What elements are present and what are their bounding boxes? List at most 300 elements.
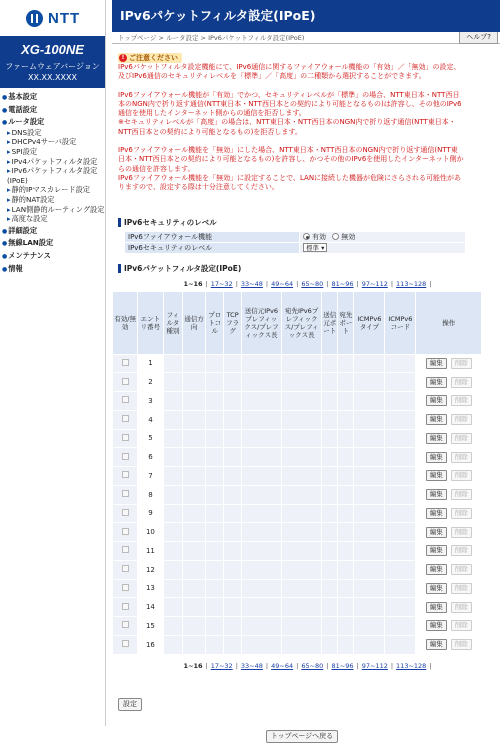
- enable-checkbox[interactable]: [122, 565, 129, 572]
- page-separator: |: [265, 279, 269, 288]
- page-separator: |: [205, 661, 208, 670]
- table-cell: [338, 598, 354, 617]
- table-cell: [163, 392, 183, 411]
- edit-button[interactable]: 編集: [426, 489, 447, 500]
- edit-button[interactable]: 編集: [426, 358, 447, 369]
- table-cell: [322, 392, 338, 411]
- nav-item[interactable]: ● 情報: [2, 264, 105, 275]
- breadcrumb[interactable]: トップページ > ルータ設定 > IPv6パケットフィルタ設定(IPoE): [118, 34, 305, 42]
- table-cell: [338, 617, 354, 636]
- table-cell: [338, 429, 354, 448]
- level-label: IPv6セキュリティのレベル: [125, 242, 300, 253]
- edit-button[interactable]: 編集: [426, 639, 447, 650]
- enable-cell: [113, 485, 138, 504]
- table-cell: [224, 523, 241, 542]
- table-cell: [385, 485, 416, 504]
- table-cell: [163, 485, 183, 504]
- table-cell: [206, 635, 224, 654]
- table-cell: [163, 429, 183, 448]
- table-cell: [338, 448, 354, 467]
- table-cell: [354, 579, 385, 598]
- enable-cell: [113, 373, 138, 392]
- table-cell: [241, 523, 281, 542]
- column-header: 有効/無効: [113, 291, 138, 354]
- table-cell: [206, 392, 224, 411]
- table-row: [113, 485, 482, 504]
- action-cell: [416, 504, 482, 523]
- table-cell: [206, 504, 224, 523]
- table-row: [113, 429, 482, 448]
- enable-cell: [113, 504, 138, 523]
- delete-button[interactable]: 削除: [451, 564, 472, 575]
- nav-item[interactable]: ● メンテナンス: [2, 251, 105, 262]
- table-cell: [183, 598, 206, 617]
- table-cell: [241, 635, 281, 654]
- nav-menu: [0, 88, 105, 274]
- edit-button[interactable]: 編集: [426, 452, 447, 463]
- column-header: 送信元IPv6プレフィックス/プレフィックス長: [241, 291, 281, 354]
- column-header: ICMPv6タイプ: [354, 291, 385, 354]
- edit-button[interactable]: 編集: [426, 602, 447, 613]
- table-cell: [338, 373, 354, 392]
- nav-item[interactable]: ● 電話設定: [2, 105, 105, 116]
- enable-checkbox[interactable]: [122, 603, 129, 610]
- delete-button[interactable]: 削除: [451, 414, 472, 425]
- page-link: 1~16: [183, 661, 203, 670]
- delete-button[interactable]: 削除: [451, 395, 472, 406]
- table-cell: [354, 354, 385, 373]
- page-separator: |: [296, 661, 299, 670]
- delete-button[interactable]: 削除: [451, 358, 472, 369]
- model-box: [0, 36, 105, 88]
- table-cell: [338, 579, 354, 598]
- table-cell: [354, 392, 385, 411]
- enable-checkbox[interactable]: [122, 490, 129, 497]
- enable-checkbox[interactable]: [122, 415, 129, 422]
- page-separator: |: [235, 661, 238, 670]
- table-cell: [338, 410, 354, 429]
- level-select[interactable]: [303, 243, 327, 252]
- caution-badge: [118, 53, 182, 63]
- help-button[interactable]: ヘルプ?: [459, 32, 498, 44]
- enable-cell: [113, 635, 138, 654]
- table-cell: [354, 429, 385, 448]
- entry-number: 7: [138, 467, 163, 486]
- table-cell: [385, 410, 416, 429]
- delete-button[interactable]: 削除: [451, 470, 472, 481]
- table-cell: [322, 373, 338, 392]
- table-cell: [163, 635, 183, 654]
- fw-off-radio[interactable]: [332, 233, 339, 240]
- table-cell: [385, 617, 416, 636]
- table-row: [113, 448, 482, 467]
- table-cell: [282, 467, 322, 486]
- table-cell: [282, 373, 322, 392]
- table-cell: [354, 560, 385, 579]
- table-cell: [224, 560, 241, 579]
- nav-item[interactable]: ▸ LAN側静的ルーティング設定: [2, 205, 105, 215]
- entry-number: 6: [138, 448, 163, 467]
- table-row: [113, 617, 482, 636]
- page-separator: |: [429, 661, 432, 670]
- action-cell: [416, 410, 482, 429]
- table-cell: [224, 410, 241, 429]
- table-cell: [385, 429, 416, 448]
- notice-line: らの通信を許容します。: [118, 164, 195, 173]
- entry-number: 4: [138, 410, 163, 429]
- edit-button[interactable]: 編集: [426, 620, 447, 631]
- table-cell: [224, 598, 241, 617]
- delete-button[interactable]: 削除: [451, 639, 472, 650]
- table-cell: [206, 429, 224, 448]
- table-cell: [206, 598, 224, 617]
- entry-number: 16: [138, 635, 163, 654]
- table-cell: [163, 542, 183, 561]
- nav-item[interactable]: ▸ 静的NAT設定: [2, 195, 105, 205]
- table-cell: [338, 635, 354, 654]
- enable-checkbox[interactable]: [122, 453, 129, 460]
- table-cell: [163, 467, 183, 486]
- table-cell: [385, 354, 416, 373]
- table-cell: [163, 617, 183, 636]
- enable-checkbox[interactable]: [122, 434, 129, 441]
- table-cell: [385, 392, 416, 411]
- enable-checkbox[interactable]: [122, 396, 129, 403]
- table-cell: [183, 448, 206, 467]
- page-link[interactable]: 17~32: [210, 279, 233, 288]
- edit-button[interactable]: 編集: [426, 508, 447, 519]
- table-cell: [354, 542, 385, 561]
- page-separator: |: [429, 279, 432, 288]
- page-link[interactable]: 65~80: [301, 661, 324, 670]
- table-cell: [282, 392, 322, 411]
- action-cell: [416, 579, 482, 598]
- delete-button[interactable]: 削除: [451, 377, 472, 388]
- page-separator: |: [390, 661, 394, 670]
- table-row: [113, 560, 482, 579]
- table-cell: [338, 354, 354, 373]
- action-cell: [416, 354, 482, 373]
- column-header: ICMPv6コード: [385, 291, 416, 354]
- table-row: [113, 373, 482, 392]
- action-cell: [416, 429, 482, 448]
- action-cell: [416, 448, 482, 467]
- action-cell: [416, 523, 482, 542]
- table-cell: [183, 485, 206, 504]
- page-separator: |: [356, 661, 359, 670]
- delete-button[interactable]: 削除: [451, 527, 472, 538]
- action-cell: [416, 467, 482, 486]
- page-link[interactable]: 33~48: [240, 661, 263, 670]
- table-cell: [241, 598, 281, 617]
- table-cell: [241, 373, 281, 392]
- nav-item[interactable]: ▸ 静的IPマスカレード設定: [2, 185, 105, 195]
- enable-cell: [113, 448, 138, 467]
- nav-item[interactable]: (IPoE): [7, 175, 28, 185]
- table-cell: [282, 448, 322, 467]
- page-link[interactable]: 17~32: [210, 661, 233, 670]
- table-cell: [338, 560, 354, 579]
- entry-number: 11: [138, 542, 163, 561]
- page-link[interactable]: 113~128: [396, 279, 427, 288]
- table-cell: [183, 467, 206, 486]
- table-cell: [322, 635, 338, 654]
- back-to-top-button[interactable]: トップページへ戻る: [266, 730, 338, 743]
- delete-button[interactable]: 削除: [451, 545, 472, 556]
- table-cell: [282, 504, 322, 523]
- delete-button[interactable]: 削除: [451, 489, 472, 500]
- warning-icon: !: [119, 54, 127, 62]
- table-cell: [282, 598, 322, 617]
- entry-number: 10: [138, 523, 163, 542]
- table-cell: [183, 354, 206, 373]
- fw-on-radio[interactable]: [303, 233, 310, 240]
- notice-line: IPv6パケットフィルタ設定機能にて、IPv6通信に関するファイアウォール機能の「有効」／「無効」の設定、: [118, 63, 461, 71]
- enable-cell: [113, 354, 138, 373]
- table-cell: [163, 354, 183, 373]
- table-cell: [385, 635, 416, 654]
- table-cell: [163, 373, 183, 392]
- nav-item[interactable]: ▸ SPI設定: [2, 147, 105, 157]
- table-cell: [322, 504, 338, 523]
- table-row: [113, 410, 482, 429]
- table-cell: [241, 410, 281, 429]
- edit-button[interactable]: 編集: [426, 583, 447, 594]
- action-cell: [416, 598, 482, 617]
- table-cell: [385, 467, 416, 486]
- entry-number: 14: [138, 598, 163, 617]
- page-link[interactable]: 81~96: [331, 279, 354, 288]
- table-cell: [338, 542, 354, 561]
- page-link[interactable]: 97~112: [361, 279, 388, 288]
- sidebar: [0, 0, 106, 726]
- table-cell: [354, 373, 385, 392]
- table-row: [113, 392, 482, 411]
- fw-label: IPv6ファイアウォール機能: [125, 231, 300, 242]
- table-cell: [322, 579, 338, 598]
- page-separator: |: [326, 661, 329, 670]
- caution-label: ご注意ください: [129, 54, 178, 62]
- column-header: 通信方向: [183, 291, 206, 354]
- edit-button[interactable]: 編集: [426, 377, 447, 388]
- table-cell: [385, 598, 416, 617]
- nav-item[interactable]: ▸ 高度な設定: [2, 214, 105, 224]
- enable-checkbox[interactable]: [122, 621, 129, 628]
- firmware-version: XX.XX.XXXX: [28, 73, 77, 82]
- page-link[interactable]: 113~128: [396, 661, 427, 670]
- table-cell: [206, 560, 224, 579]
- nav-item[interactable]: ▸ DHCPv4サーバ設定: [2, 137, 105, 147]
- table-cell: [183, 429, 206, 448]
- table-cell: [183, 579, 206, 598]
- table-row: [113, 635, 482, 654]
- table-cell: [163, 410, 183, 429]
- enable-cell: [113, 598, 138, 617]
- table-cell: [183, 635, 206, 654]
- notice-line: IPv6ファイアウォール機能を「無効」にした場合、NTT東日本・NTT西日本のNGN内で折り返す通信(NTT東: [118, 146, 458, 155]
- edit-button[interactable]: 編集: [426, 395, 447, 406]
- column-header: フィルタ種別: [163, 291, 183, 354]
- table-cell: [206, 410, 224, 429]
- entry-number: 1: [138, 354, 163, 373]
- table-cell: [282, 579, 322, 598]
- table-cell: [163, 448, 183, 467]
- table-row: [113, 354, 482, 373]
- enable-cell: [113, 542, 138, 561]
- table-cell: [241, 354, 281, 373]
- column-header: プロトコル: [206, 291, 224, 354]
- table-cell: [338, 467, 354, 486]
- nav-item[interactable]: ▸ DNS設定: [2, 128, 105, 138]
- table-cell: [183, 392, 206, 411]
- table-cell: [241, 542, 281, 561]
- entry-number: 3: [138, 392, 163, 411]
- table-cell: [206, 542, 224, 561]
- table-cell: [224, 635, 241, 654]
- table-cell: [224, 485, 241, 504]
- table-cell: [338, 523, 354, 542]
- main-content: [112, 0, 500, 740]
- ntt-logo-icon: [26, 10, 43, 27]
- table-cell: [206, 523, 224, 542]
- table-cell: [322, 523, 338, 542]
- table-cell: [163, 598, 183, 617]
- edit-button[interactable]: 編集: [426, 433, 447, 444]
- notice-line: 及びIPv6通信のセキュリティレベルを「標準」／「高度」の二種類から選択することができます。: [118, 72, 426, 81]
- table-cell: [322, 560, 338, 579]
- nav-item[interactable]: ▸ IPv6パケットフィルタ設定: [2, 166, 105, 176]
- table-cell: [322, 542, 338, 561]
- page-link[interactable]: 65~80: [301, 279, 324, 288]
- pager-top: [112, 279, 500, 289]
- apply-button[interactable]: 設定: [118, 698, 142, 711]
- table-cell: [224, 504, 241, 523]
- table-cell: [241, 560, 281, 579]
- column-header: 送信元ポート: [322, 291, 338, 354]
- page-link[interactable]: 49~64: [271, 279, 294, 288]
- delete-button[interactable]: 削除: [451, 583, 472, 594]
- enable-checkbox[interactable]: [122, 471, 129, 478]
- enable-cell: [113, 467, 138, 486]
- table-cell: [322, 448, 338, 467]
- page-separator: |: [356, 279, 359, 288]
- table-cell: [282, 635, 322, 654]
- table-row: [113, 504, 482, 523]
- table-row: [113, 598, 482, 617]
- fw-off-label: 無効: [341, 232, 356, 241]
- table-cell: [322, 354, 338, 373]
- delete-button[interactable]: 削除: [451, 452, 472, 463]
- table-cell: [354, 504, 385, 523]
- table-cell: [385, 373, 416, 392]
- page-link[interactable]: 81~96: [331, 661, 354, 670]
- model-name: XG-100NE: [21, 42, 84, 57]
- nav-item[interactable]: ▸ IPv4パケットフィルタ設定: [2, 157, 105, 167]
- delete-button[interactable]: 削除: [451, 602, 472, 613]
- edit-button[interactable]: 編集: [426, 414, 447, 425]
- page-separator: |: [235, 279, 238, 288]
- table-row: [113, 579, 482, 598]
- level-value: 標準: [306, 244, 319, 253]
- table-cell: [354, 448, 385, 467]
- notice-line: りますので、設定する際は十分注意してください。: [118, 183, 279, 192]
- table-cell: [282, 542, 322, 561]
- enable-checkbox[interactable]: [122, 546, 129, 553]
- ntt-logo[interactable]: [0, 0, 105, 36]
- table-cell: [224, 467, 241, 486]
- page-link[interactable]: 33~48: [240, 279, 263, 288]
- enable-checkbox[interactable]: [122, 378, 129, 385]
- table-cell: [354, 485, 385, 504]
- logo-text: NTT: [48, 9, 81, 27]
- table-cell: [206, 467, 224, 486]
- table-row: [113, 467, 482, 486]
- column-header: 宛先IPv6プレフィックス/プレフィックス長: [282, 291, 322, 354]
- nav-item[interactable]: ● 基本設定: [2, 92, 105, 103]
- enable-checkbox[interactable]: [122, 359, 129, 366]
- table-cell: [183, 504, 206, 523]
- nav-item[interactable]: ● 無線LAN設定: [2, 238, 105, 249]
- notice-line: IPv6ファイアウォール機能を「無効」に設定することで、LANに接続した機器が危険にさらされる可能性があ: [118, 173, 462, 182]
- edit-button[interactable]: 編集: [426, 527, 447, 538]
- table-cell: [385, 579, 416, 598]
- enable-cell: [113, 429, 138, 448]
- table-row: [113, 523, 482, 542]
- table-cell: [338, 392, 354, 411]
- enable-checkbox[interactable]: [122, 528, 129, 535]
- notice-line: NTT西日本との契約により可能となるもの)を拒否します。: [118, 127, 302, 136]
- entry-number: 13: [138, 579, 163, 598]
- table-cell: [385, 504, 416, 523]
- table-cell: [241, 448, 281, 467]
- entry-number: 8: [138, 485, 163, 504]
- nav-item[interactable]: ● 詳細設定: [2, 226, 105, 237]
- edit-button[interactable]: 編集: [426, 564, 447, 575]
- entry-number: 15: [138, 617, 163, 636]
- delete-button[interactable]: 削除: [451, 620, 472, 631]
- pager-bottom: [112, 661, 500, 671]
- table-cell: [183, 523, 206, 542]
- entry-number: 5: [138, 429, 163, 448]
- table-cell: [224, 354, 241, 373]
- enable-cell: [113, 560, 138, 579]
- entry-number: 2: [138, 373, 163, 392]
- table-cell: [183, 373, 206, 392]
- nav-item[interactable]: ● ルータ設定: [2, 117, 105, 128]
- enable-checkbox[interactable]: [122, 640, 129, 647]
- edit-button[interactable]: 編集: [426, 545, 447, 556]
- column-header: TCPフラグ: [224, 291, 241, 354]
- delete-button[interactable]: 削除: [451, 508, 472, 519]
- enable-checkbox[interactable]: [122, 509, 129, 516]
- enable-cell: [113, 392, 138, 411]
- table-cell: [385, 523, 416, 542]
- table-cell: [163, 579, 183, 598]
- page-separator: |: [390, 279, 394, 288]
- table-cell: [206, 448, 224, 467]
- table-cell: [224, 429, 241, 448]
- table-cell: [183, 542, 206, 561]
- page-link[interactable]: 49~64: [271, 661, 294, 670]
- table-cell: [241, 429, 281, 448]
- table-cell: [385, 542, 416, 561]
- action-cell: [416, 560, 482, 579]
- enable-checkbox[interactable]: [122, 584, 129, 591]
- edit-button[interactable]: 編集: [426, 470, 447, 481]
- delete-button[interactable]: 削除: [451, 433, 472, 444]
- filter-heading: IPv6パケットフィルタ設定(IPoE): [118, 264, 500, 273]
- page-link[interactable]: 97~112: [361, 661, 388, 670]
